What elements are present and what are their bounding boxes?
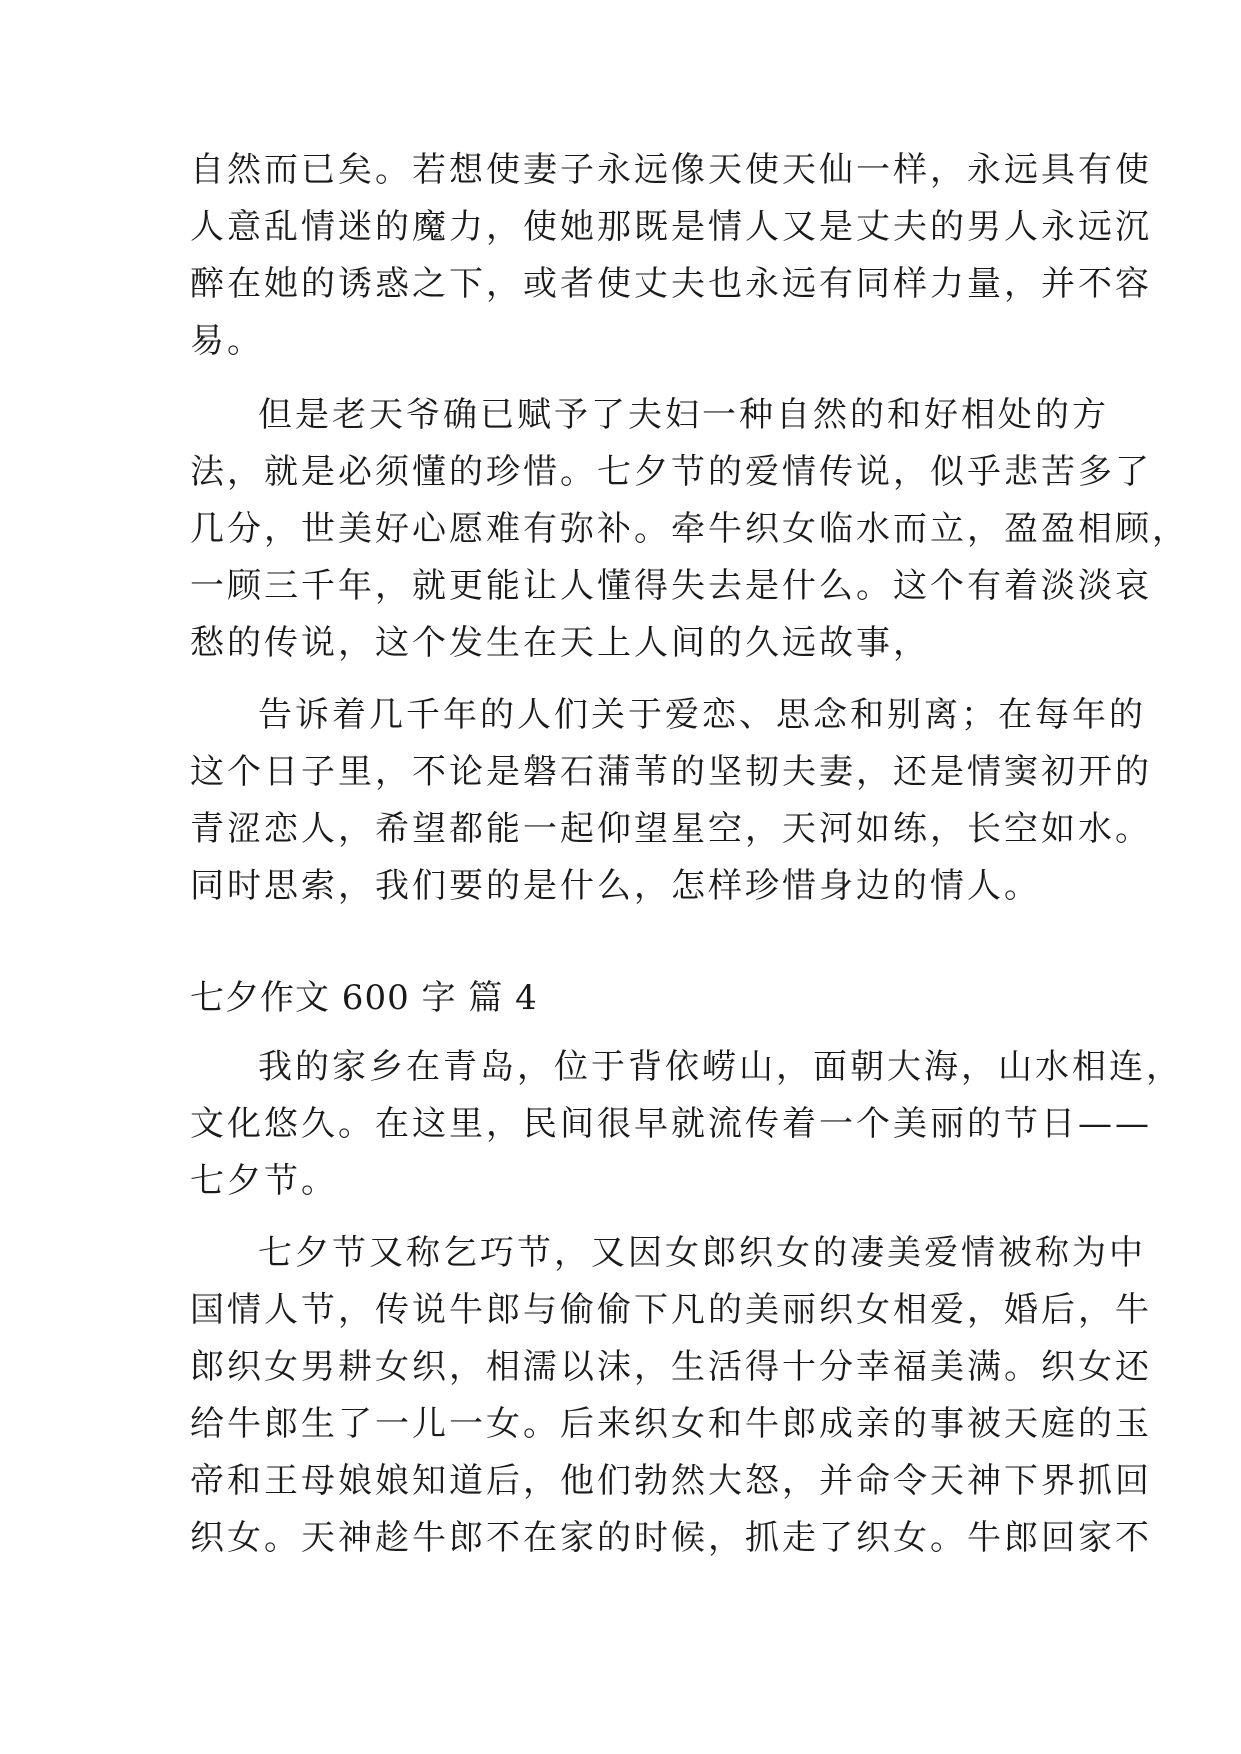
section-heading: 七夕作文 600 字 篇 4 [190,978,538,1018]
section-paragraph-2-line-1: 七夕节又称乞巧节，又因女郎织女的凄美爱情被称为中 [258,1233,1146,1273]
paragraph-2-line-2: 法，就是必须懂的珍惜。七夕节的爱情传说，似乎悲苦多了 [190,452,1152,492]
paragraph-1-line-3: 醉在她的诱惑之下，或者使丈夫也永远有同样力量，并不容 [190,264,1152,304]
paragraph-2-line-1: 但是老天爷确已赋予了夫妇一种自然的和好相处的方 [258,395,1109,435]
section-paragraph-1-line-3: 七夕节。 [190,1161,338,1201]
section-paragraph-2-line-3: 郎织女男耕女织，相濡以沫，生活得十分幸福美满。织女还 [190,1347,1152,1387]
section-paragraph-1-line-1: 我的家乡在青岛，位于背依崂山，面朝大海，山水相连， [258,1047,1183,1087]
paragraph-3-line-1: 告诉着几千年的人们关于爱恋、思念和别离；在每年的 [258,695,1146,735]
paragraph-3-line-2: 这个日子里，不论是磐石蒲苇的坚韧夫妻，还是情窦初开的 [190,752,1152,792]
section-paragraph-2-line-5: 帝和王母娘娘知道后，他们勃然大怒，并命令天神下界抓回 [190,1461,1152,1501]
section-paragraph-2-line-6: 织女。天神趁牛郎不在家的时候，抓走了织女。牛郎回家不 [190,1518,1152,1558]
section-paragraph-2-line-4: 给牛郎生了一儿一女。后来织女和牛郎成亲的事被天庭的玉 [190,1404,1152,1444]
section-paragraph-1-line-2: 文化悠久。在这里，民间很早就流传着一个美丽的节日—— [190,1104,1152,1144]
paragraph-1-line-4: 易。 [190,321,264,361]
paragraph-3-line-3: 青涩恋人，希望都能一起仰望星空，天河如练，长空如水。 [190,809,1152,849]
paragraph-2-line-3: 几分，世美好心愿难有弥补。牵牛织女临水而立，盈盈相顾， [190,509,1189,549]
paragraph-1-line-2: 人意乱情迷的魔力，使她那既是情人又是丈夫的男人永远沉 [190,207,1152,247]
paragraph-3-line-4: 同时思索，我们要的是什么，怎样珍惜身边的情人。 [190,866,1041,906]
section-paragraph-2-line-2: 国情人节，传说牛郎与偷偷下凡的美丽织女相爱，婚后，牛 [190,1290,1152,1330]
paragraph-2-line-5: 愁的传说，这个发生在天上人间的久远故事， [190,623,930,663]
paragraph-2-line-4: 一顾三千年，就更能让人懂得失去是什么。这个有着淡淡哀 [190,566,1152,606]
paragraph-1-line-1: 自然而已矣。若想使妻子永远像天使天仙一样，永远具有使 [190,150,1152,190]
